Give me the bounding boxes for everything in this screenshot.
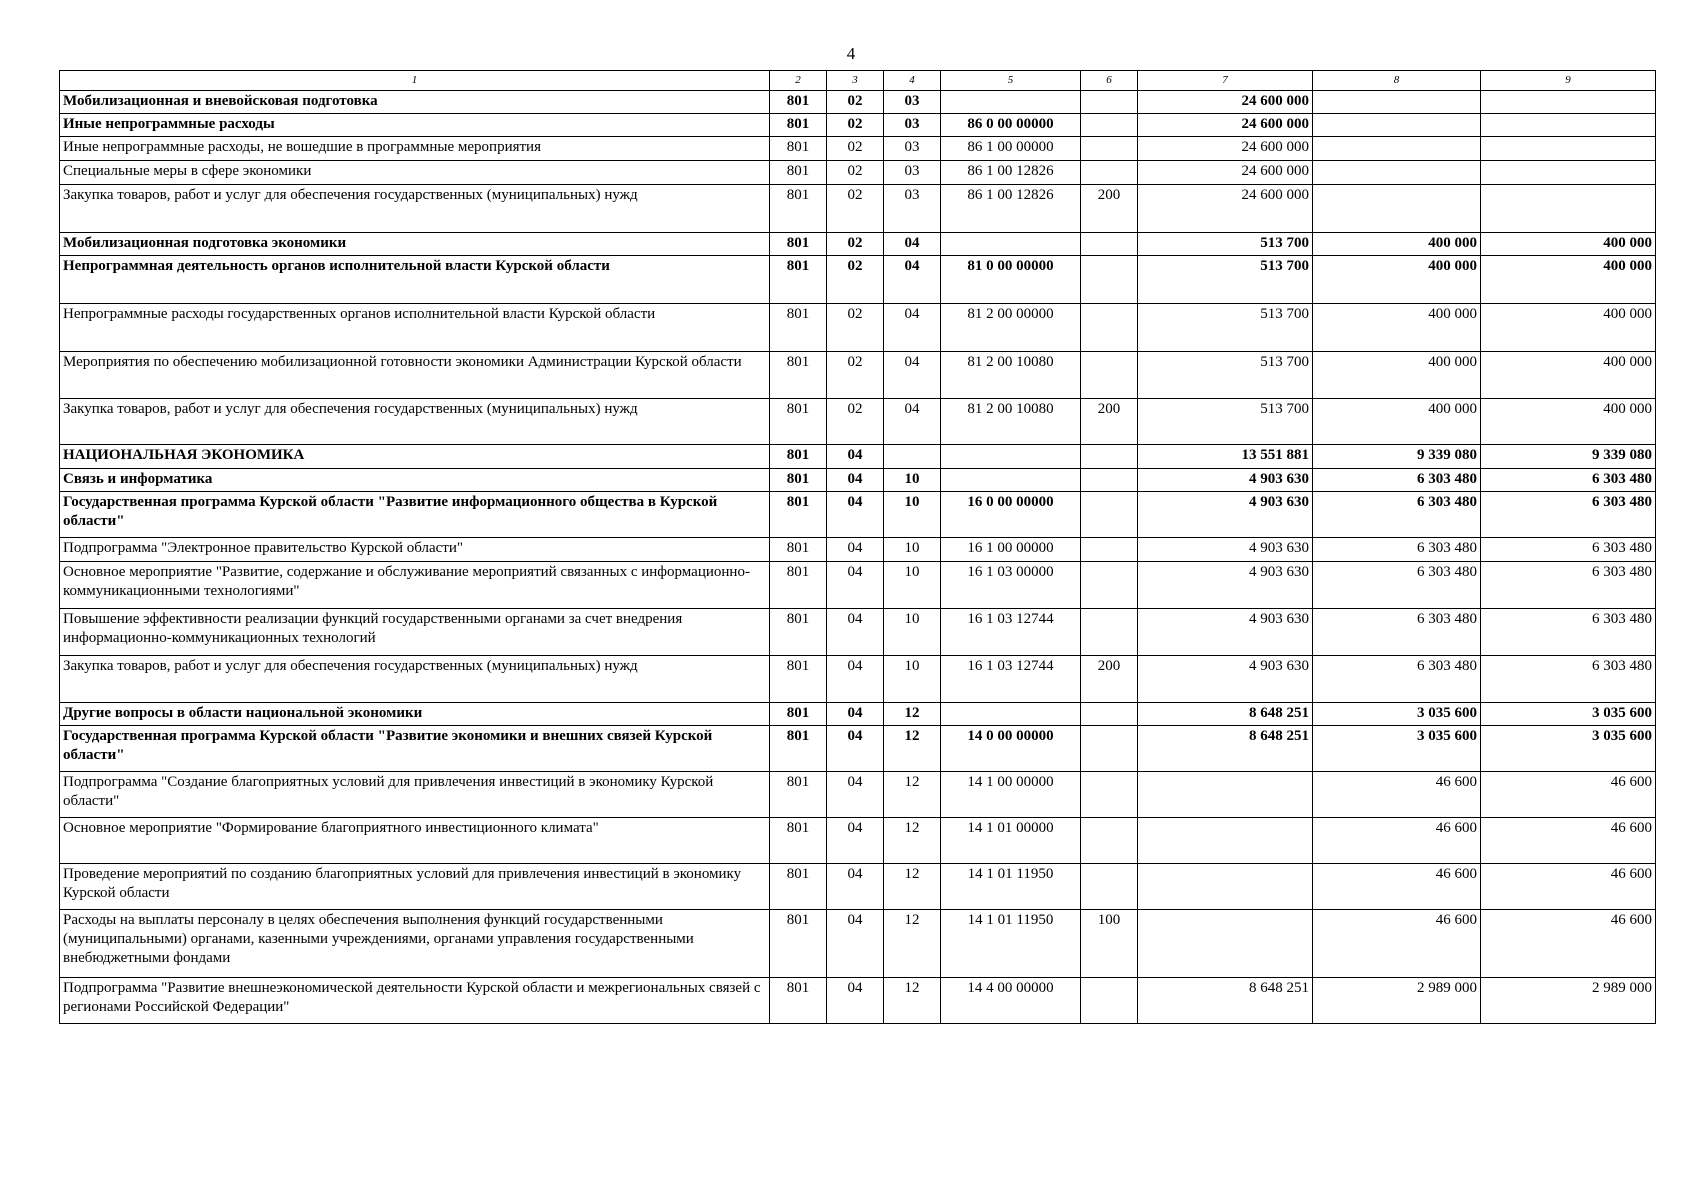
- table-row: [60, 656, 1656, 703]
- code-csr: 86 0 00 00000: [941, 114, 1081, 137]
- table-row: [60, 352, 1656, 399]
- code-csr: 81 2 00 10080: [941, 352, 1081, 399]
- code-gr: 801: [770, 562, 827, 609]
- amount-col9: 400 000: [1481, 352, 1656, 399]
- amount-col7: 24 600 000: [1138, 114, 1313, 137]
- code-rz: 02: [827, 256, 884, 304]
- code-pr: 03: [884, 161, 941, 185]
- amount-col8: 6 303 480: [1313, 609, 1481, 656]
- amount-col9: 9 339 080: [1481, 445, 1656, 469]
- amount-col8: 3 035 600: [1313, 703, 1481, 726]
- code-gr: 801: [770, 910, 827, 978]
- code-pr: 10: [884, 469, 941, 492]
- table-row: [60, 445, 1656, 469]
- table-row: [60, 538, 1656, 562]
- code-vr: [1081, 538, 1138, 562]
- row-name: Подпрограмма "Электронное правительство Курской области": [60, 538, 770, 562]
- code-pr: 12: [884, 864, 941, 910]
- amount-col7: 24 600 000: [1138, 185, 1313, 233]
- amount-col7: 24 600 000: [1138, 137, 1313, 161]
- code-csr: [941, 469, 1081, 492]
- amount-col7: 4 903 630: [1138, 492, 1313, 538]
- page-number: 4: [846, 44, 856, 63]
- amount-col9: 400 000: [1481, 304, 1656, 352]
- amount-col7: 24 600 000: [1138, 161, 1313, 185]
- code-csr: 16 1 03 00000: [941, 562, 1081, 609]
- amount-col8: 2 989 000: [1313, 978, 1481, 1024]
- code-vr: [1081, 91, 1138, 114]
- code-rz: 02: [827, 352, 884, 399]
- code-gr: 801: [770, 772, 827, 818]
- code-rz: 04: [827, 562, 884, 609]
- column-number: 3: [827, 71, 884, 91]
- row-name: Непрограммная деятельность органов исполнительной власти Курской области: [60, 256, 770, 304]
- code-vr: 100: [1081, 910, 1138, 978]
- code-vr: [1081, 161, 1138, 185]
- table-row: [60, 256, 1656, 304]
- code-pr: 12: [884, 978, 941, 1024]
- budget-table: [59, 70, 1656, 1024]
- code-vr: [1081, 114, 1138, 137]
- code-rz: 04: [827, 469, 884, 492]
- amount-col8: 400 000: [1313, 352, 1481, 399]
- row-name: Закупка товаров, работ и услуг для обеспечения государственных (муниципальных) нужд: [60, 399, 770, 445]
- amount-col8: 6 303 480: [1313, 492, 1481, 538]
- code-vr: 200: [1081, 185, 1138, 233]
- code-vr: [1081, 469, 1138, 492]
- amount-col8: [1313, 91, 1481, 114]
- code-gr: 801: [770, 91, 827, 114]
- row-name: Другие вопросы в области национальной экономики: [60, 703, 770, 726]
- amount-col9: 400 000: [1481, 256, 1656, 304]
- amount-col8: 46 600: [1313, 910, 1481, 978]
- code-pr: [884, 445, 941, 469]
- amount-col7: [1138, 864, 1313, 910]
- table-row: [60, 978, 1656, 1024]
- amount-col9: 3 035 600: [1481, 726, 1656, 772]
- code-pr: 04: [884, 233, 941, 256]
- code-csr: 81 0 00 00000: [941, 256, 1081, 304]
- amount-col7: [1138, 818, 1313, 864]
- code-gr: 801: [770, 656, 827, 703]
- code-vr: 200: [1081, 656, 1138, 703]
- amount-col9: 6 303 480: [1481, 492, 1656, 538]
- code-pr: 04: [884, 304, 941, 352]
- amount-col7: 513 700: [1138, 256, 1313, 304]
- code-csr: [941, 233, 1081, 256]
- code-rz: 02: [827, 399, 884, 445]
- code-gr: 801: [770, 352, 827, 399]
- code-csr: 16 1 00 00000: [941, 538, 1081, 562]
- amount-col7: 513 700: [1138, 233, 1313, 256]
- code-csr: 86 1 00 12826: [941, 185, 1081, 233]
- code-rz: 02: [827, 233, 884, 256]
- table-row: [60, 161, 1656, 185]
- amount-col9: 2 989 000: [1481, 978, 1656, 1024]
- code-vr: [1081, 978, 1138, 1024]
- amount-col8: 6 303 480: [1313, 538, 1481, 562]
- amount-col7: 8 648 251: [1138, 726, 1313, 772]
- row-name: Государственная программа Курской области "Развитие экономики и внешних связей Курской области": [60, 726, 770, 772]
- code-gr: 801: [770, 978, 827, 1024]
- code-gr: 801: [770, 399, 827, 445]
- row-name: Подпрограмма "Создание благоприятных условий для привлечения инвестиций в экономику Курской области": [60, 772, 770, 818]
- amount-col9: [1481, 137, 1656, 161]
- amount-col8: [1313, 137, 1481, 161]
- row-name: Мобилизационная и вневойсковая подготовка: [60, 91, 770, 114]
- amount-col7: 513 700: [1138, 399, 1313, 445]
- code-vr: [1081, 609, 1138, 656]
- amount-col9: 46 600: [1481, 818, 1656, 864]
- amount-col8: 400 000: [1313, 304, 1481, 352]
- code-rz: 04: [827, 864, 884, 910]
- code-pr: 10: [884, 492, 941, 538]
- code-pr: 12: [884, 726, 941, 772]
- amount-col7: 4 903 630: [1138, 656, 1313, 703]
- table-row: [60, 469, 1656, 492]
- code-rz: 04: [827, 609, 884, 656]
- code-vr: [1081, 137, 1138, 161]
- table-row: [60, 399, 1656, 445]
- code-gr: 801: [770, 445, 827, 469]
- code-gr: 801: [770, 864, 827, 910]
- code-pr: 03: [884, 185, 941, 233]
- table-row: [60, 114, 1656, 137]
- code-vr: [1081, 703, 1138, 726]
- code-pr: 10: [884, 562, 941, 609]
- code-vr: [1081, 352, 1138, 399]
- table-row: [60, 609, 1656, 656]
- column-number: 2: [770, 71, 827, 91]
- code-csr: 81 2 00 10080: [941, 399, 1081, 445]
- amount-col7: 4 903 630: [1138, 609, 1313, 656]
- code-pr: 10: [884, 609, 941, 656]
- amount-col8: 46 600: [1313, 772, 1481, 818]
- table-row: [60, 185, 1656, 233]
- amount-col9: 46 600: [1481, 864, 1656, 910]
- amount-col9: 6 303 480: [1481, 609, 1656, 656]
- code-rz: 02: [827, 185, 884, 233]
- row-name: Закупка товаров, работ и услуг для обеспечения государственных (муниципальных) нужд: [60, 656, 770, 703]
- code-vr: [1081, 772, 1138, 818]
- code-rz: 02: [827, 91, 884, 114]
- amount-col9: 3 035 600: [1481, 703, 1656, 726]
- row-name: Специальные меры в сфере экономики: [60, 161, 770, 185]
- row-name: НАЦИОНАЛЬНАЯ ЭКОНОМИКА: [60, 445, 770, 469]
- amount-col8: 9 339 080: [1313, 445, 1481, 469]
- code-gr: 801: [770, 304, 827, 352]
- code-gr: 801: [770, 161, 827, 185]
- amount-col9: [1481, 161, 1656, 185]
- code-pr: 04: [884, 399, 941, 445]
- code-rz: 04: [827, 910, 884, 978]
- amount-col9: 6 303 480: [1481, 562, 1656, 609]
- table-row: [60, 818, 1656, 864]
- code-rz: 04: [827, 492, 884, 538]
- table-row: [60, 864, 1656, 910]
- table-row: [60, 703, 1656, 726]
- amount-col9: 6 303 480: [1481, 656, 1656, 703]
- code-rz: 04: [827, 656, 884, 703]
- code-gr: 801: [770, 703, 827, 726]
- amount-col8: 6 303 480: [1313, 656, 1481, 703]
- code-gr: 801: [770, 114, 827, 137]
- amount-col9: 400 000: [1481, 233, 1656, 256]
- row-name: Основное мероприятие "Развитие, содержание и обслуживание мероприятий связанных с информационно-коммуникационными технологиями": [60, 562, 770, 609]
- row-name: Расходы на выплаты персоналу в целях обеспечения выполнения функций государственными (муниципальными) органами, казенными учреждениями, органами управления государственными внебюджетными фондами: [60, 910, 770, 978]
- code-csr: 16 1 03 12744: [941, 656, 1081, 703]
- code-rz: 04: [827, 978, 884, 1024]
- code-gr: 801: [770, 469, 827, 492]
- code-csr: 14 1 00 00000: [941, 772, 1081, 818]
- table-row: [60, 91, 1656, 114]
- code-vr: [1081, 818, 1138, 864]
- code-pr: 04: [884, 256, 941, 304]
- amount-col9: 6 303 480: [1481, 538, 1656, 562]
- code-vr: [1081, 256, 1138, 304]
- code-rz: 04: [827, 538, 884, 562]
- amount-col9: 400 000: [1481, 399, 1656, 445]
- table-row: [60, 492, 1656, 538]
- row-name: Иные непрограммные расходы: [60, 114, 770, 137]
- code-pr: 03: [884, 137, 941, 161]
- code-rz: 02: [827, 304, 884, 352]
- row-name: Непрограммные расходы государственных органов исполнительной власти Курской области: [60, 304, 770, 352]
- amount-col9: 46 600: [1481, 772, 1656, 818]
- row-name: Иные непрограммные расходы, не вошедшие в программные мероприятия: [60, 137, 770, 161]
- code-csr: [941, 91, 1081, 114]
- amount-col8: 3 035 600: [1313, 726, 1481, 772]
- code-csr: 86 1 00 12826: [941, 161, 1081, 185]
- code-rz: 04: [827, 818, 884, 864]
- code-pr: 03: [884, 114, 941, 137]
- amount-col9: 46 600: [1481, 910, 1656, 978]
- code-rz: 04: [827, 703, 884, 726]
- code-vr: [1081, 233, 1138, 256]
- code-vr: [1081, 864, 1138, 910]
- amount-col7: 8 648 251: [1138, 703, 1313, 726]
- amount-col8: 6 303 480: [1313, 469, 1481, 492]
- code-rz: 04: [827, 772, 884, 818]
- amount-col7: 4 903 630: [1138, 469, 1313, 492]
- code-gr: 801: [770, 137, 827, 161]
- code-csr: 81 2 00 00000: [941, 304, 1081, 352]
- amount-col8: 400 000: [1313, 256, 1481, 304]
- code-csr: 16 1 03 12744: [941, 609, 1081, 656]
- row-name: Закупка товаров, работ и услуг для обеспечения государственных (муниципальных) нужд: [60, 185, 770, 233]
- code-pr: 03: [884, 91, 941, 114]
- code-gr: 801: [770, 256, 827, 304]
- row-name: Мобилизационная подготовка экономики: [60, 233, 770, 256]
- code-vr: [1081, 562, 1138, 609]
- amount-col7: 8 648 251: [1138, 978, 1313, 1024]
- column-number: 6: [1081, 71, 1138, 91]
- code-csr: 14 0 00 00000: [941, 726, 1081, 772]
- amount-col8: [1313, 161, 1481, 185]
- amount-col8: 400 000: [1313, 399, 1481, 445]
- amount-col8: [1313, 185, 1481, 233]
- code-pr: 04: [884, 352, 941, 399]
- amount-col7: [1138, 910, 1313, 978]
- column-number: 4: [884, 71, 941, 91]
- row-name: Государственная программа Курской области "Развитие информационного общества в Курской области": [60, 492, 770, 538]
- amount-col7: 24 600 000: [1138, 91, 1313, 114]
- code-rz: 02: [827, 137, 884, 161]
- table-row: [60, 772, 1656, 818]
- code-gr: 801: [770, 726, 827, 772]
- table-row: [60, 562, 1656, 609]
- amount-col9: [1481, 91, 1656, 114]
- row-name: Повышение эффективности реализации функций государственными органами за счет внедрения информационно-коммуникационных технологий: [60, 609, 770, 656]
- code-pr: 12: [884, 772, 941, 818]
- code-gr: 801: [770, 609, 827, 656]
- table-row: [60, 910, 1656, 978]
- code-csr: 86 1 00 00000: [941, 137, 1081, 161]
- amount-col9: 6 303 480: [1481, 469, 1656, 492]
- code-csr: [941, 703, 1081, 726]
- row-name: Связь и информатика: [60, 469, 770, 492]
- code-csr: 14 1 01 00000: [941, 818, 1081, 864]
- amount-col7: 4 903 630: [1138, 562, 1313, 609]
- row-name: Подпрограмма "Развитие внешнеэкономической деятельности Курской области и межрегиональных связей с регионами Российской Федерации": [60, 978, 770, 1024]
- column-number-row: [60, 71, 1656, 91]
- table-row: [60, 726, 1656, 772]
- row-name: Проведение мероприятий по созданию благоприятных условий для привлечения инвестиций в экономику Курской области: [60, 864, 770, 910]
- amount-col7: 513 700: [1138, 352, 1313, 399]
- code-gr: 801: [770, 538, 827, 562]
- code-csr: [941, 445, 1081, 469]
- code-rz: 04: [827, 445, 884, 469]
- code-gr: 801: [770, 818, 827, 864]
- code-vr: [1081, 726, 1138, 772]
- amount-col8: 46 600: [1313, 864, 1481, 910]
- column-number: 9: [1481, 71, 1656, 91]
- code-rz: 02: [827, 114, 884, 137]
- code-pr: 12: [884, 818, 941, 864]
- amount-col8: 6 303 480: [1313, 562, 1481, 609]
- row-name: Мероприятия по обеспечению мобилизационной готовности экономики Администрации Курской области: [60, 352, 770, 399]
- column-number: 1: [60, 71, 770, 91]
- code-csr: 14 1 01 11950: [941, 864, 1081, 910]
- amount-col9: [1481, 114, 1656, 137]
- amount-col7: 513 700: [1138, 304, 1313, 352]
- code-rz: 04: [827, 726, 884, 772]
- code-gr: 801: [770, 233, 827, 256]
- code-vr: [1081, 304, 1138, 352]
- code-pr: 10: [884, 656, 941, 703]
- code-csr: 14 4 00 00000: [941, 978, 1081, 1024]
- code-rz: 02: [827, 161, 884, 185]
- amount-col7: 4 903 630: [1138, 538, 1313, 562]
- column-number: 8: [1313, 71, 1481, 91]
- column-number: 7: [1138, 71, 1313, 91]
- amount-col8: 400 000: [1313, 233, 1481, 256]
- code-gr: 801: [770, 185, 827, 233]
- table-row: [60, 233, 1656, 256]
- column-number: 5: [941, 71, 1081, 91]
- row-name: Основное мероприятие "Формирование благоприятного инвестиционного климата": [60, 818, 770, 864]
- table-row: [60, 304, 1656, 352]
- code-vr: [1081, 492, 1138, 538]
- code-pr: 10: [884, 538, 941, 562]
- code-pr: 12: [884, 703, 941, 726]
- amount-col7: [1138, 772, 1313, 818]
- budget-table-body: [60, 91, 1656, 1024]
- amount-col8: [1313, 114, 1481, 137]
- code-gr: 801: [770, 492, 827, 538]
- code-vr: 200: [1081, 399, 1138, 445]
- amount-col7: 13 551 881: [1138, 445, 1313, 469]
- amount-col9: [1481, 185, 1656, 233]
- code-vr: [1081, 445, 1138, 469]
- code-csr: 14 1 01 11950: [941, 910, 1081, 978]
- code-csr: 16 0 00 00000: [941, 492, 1081, 538]
- code-pr: 12: [884, 910, 941, 978]
- amount-col8: 46 600: [1313, 818, 1481, 864]
- table-row: [60, 137, 1656, 161]
